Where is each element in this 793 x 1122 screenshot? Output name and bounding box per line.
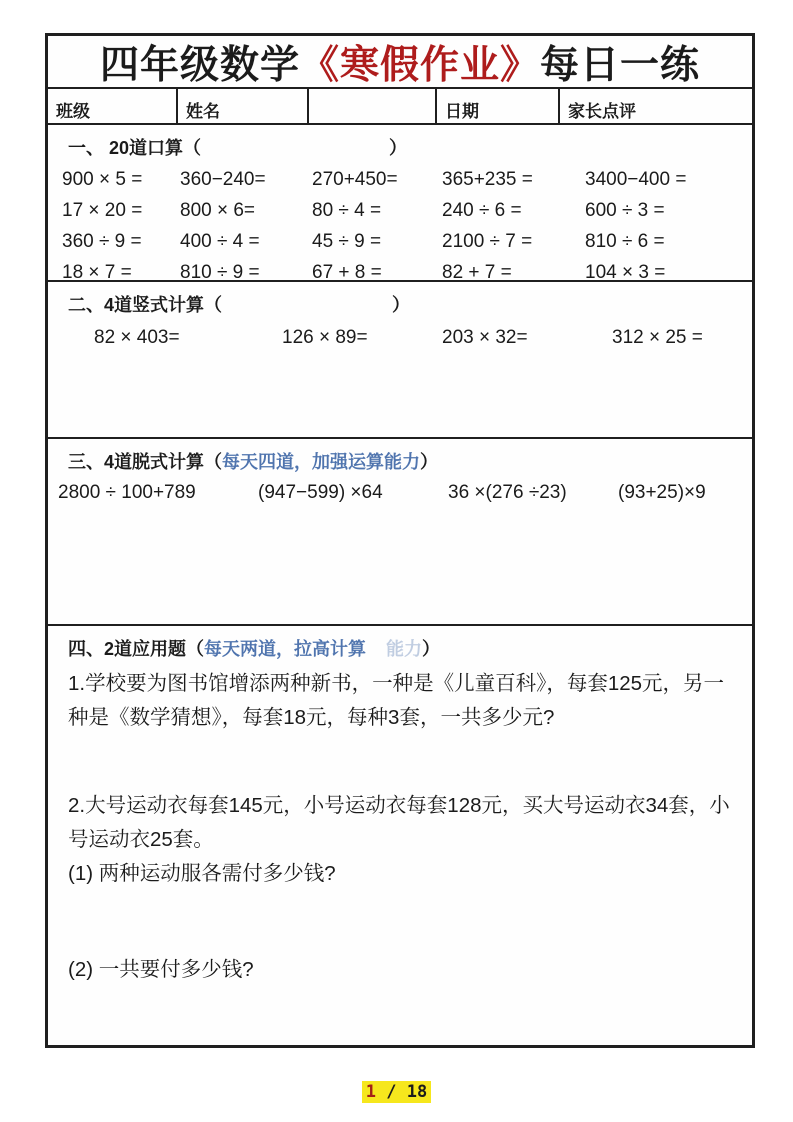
- name-label-cell: 姓名: [178, 89, 309, 123]
- oral-row-3: [54, 226, 748, 257]
- step-problem: 2800 ÷ 100+789: [58, 482, 196, 503]
- oral-problem: 67 + 8 =: [312, 261, 382, 283]
- vertical-heading-open: 二、4道竖式计算（: [68, 295, 223, 315]
- oral-heading-open: 一、 20道口算（: [68, 138, 202, 158]
- page-number-total: 18: [406, 1082, 428, 1102]
- oral-problem: 17 × 20 =: [62, 199, 143, 221]
- title-highlight: 《寒假作业》: [299, 41, 540, 88]
- word-problem-1: 1.学校要为图书馆增添两种新书，一种是《儿童百科》，每套125元，另一种是《数学猜想》，每套18元，每种3套，一共多少元?: [68, 672, 725, 729]
- vertical-problem: 82 × 403=: [94, 327, 180, 348]
- word-heading-hint: 每天两道，拉高计算: [204, 639, 367, 659]
- empty-cell: [309, 89, 437, 123]
- oral-problem: 240 ÷ 6 =: [442, 199, 522, 221]
- vertical-problem: 203 × 32=: [442, 327, 528, 348]
- word-heading-open: 四、2道应用题（: [68, 639, 205, 659]
- oral-problem: 82 + 7 =: [442, 261, 512, 283]
- oral-problem: 365+235 =: [442, 168, 533, 190]
- parent-comment-label-cell: 家长点评: [568, 102, 636, 121]
- step-heading-close: ）: [420, 452, 439, 472]
- date-label-cell: 日期: [437, 89, 560, 123]
- page-number-highlight: [362, 1081, 431, 1103]
- page-number-separator: /: [376, 1082, 407, 1102]
- word-problem-2-question-1: (1) 两种运动服各需付多少钱?: [68, 862, 336, 885]
- oral-heading-close: ）: [389, 138, 408, 158]
- section-vertical-calc: [48, 282, 752, 439]
- worksheet-title: [48, 36, 752, 89]
- oral-row-1: [54, 164, 748, 195]
- oral-problem: 810 ÷ 6 =: [585, 230, 665, 252]
- section-oral-heading: [54, 129, 748, 164]
- word-heading-gap: [366, 639, 386, 659]
- vertical-problem: 312 × 25 =: [612, 327, 703, 348]
- oral-problem: 800 × 6=: [180, 199, 256, 221]
- vertical-problem: 126 × 89=: [282, 327, 368, 348]
- section-oral-calc: [48, 125, 752, 282]
- step-heading-open: 三、4道脱式计算（: [68, 452, 223, 472]
- vertical-problems-row: [54, 321, 748, 349]
- oral-row-2: [54, 195, 748, 226]
- oral-problem: 810 ÷ 9 =: [180, 261, 260, 283]
- word-heading-close: ）: [422, 639, 441, 659]
- class-label-cell: 班级: [48, 89, 178, 123]
- title-prefix: 四年级数学: [99, 41, 300, 88]
- section-word-problems: [48, 626, 752, 1045]
- oral-problem: 3400−400 =: [585, 168, 687, 190]
- oral-problem: 80 ÷ 4 =: [312, 199, 382, 221]
- oral-problem: 2100 ÷ 7 =: [442, 230, 533, 252]
- oral-problem: 360−240=: [180, 168, 266, 190]
- section-step-calc: [48, 439, 752, 626]
- vertical-heading-close: ）: [392, 295, 411, 315]
- step-problem: (93+25)×9: [618, 482, 706, 503]
- oral-problem: 45 ÷ 9 =: [312, 230, 382, 252]
- title-suffix: 每日一练: [540, 41, 701, 88]
- oral-problem: 360 ÷ 9 =: [62, 230, 142, 252]
- oral-problem: 400 ÷ 4 =: [180, 230, 260, 252]
- oral-problem: 104 × 3 =: [585, 261, 666, 283]
- worksheet-page: [45, 33, 755, 1048]
- page-number-current: 1: [365, 1082, 377, 1102]
- student-info-row: [48, 89, 752, 125]
- oral-problem: 900 × 5 =: [62, 168, 143, 190]
- oral-problem: 18 × 7 =: [62, 261, 132, 283]
- section-word-heading: [54, 630, 748, 665]
- section-vertical-heading: [54, 286, 748, 321]
- step-problem: 36 ×(276 ÷23): [448, 482, 567, 503]
- word-problem-2-question-2: (2) 一共要付多少钱?: [68, 958, 254, 981]
- step-problems-row: [54, 478, 748, 504]
- step-problem: (947−599) ×64: [258, 482, 383, 503]
- word-heading-hint-faded: 能力: [386, 639, 423, 659]
- oral-problem: 600 ÷ 3 =: [585, 199, 665, 221]
- section-step-heading: [54, 443, 748, 478]
- oral-problem: 270+450=: [312, 168, 398, 190]
- step-heading-hint: 每天四道，加强运算能力: [222, 452, 421, 472]
- word-problem-2: 2.大号运动衣每套145元，小号运动衣每套128元，买大号运动衣34套，小号运动衣25套。: [68, 794, 730, 851]
- page-number: [0, 1082, 793, 1102]
